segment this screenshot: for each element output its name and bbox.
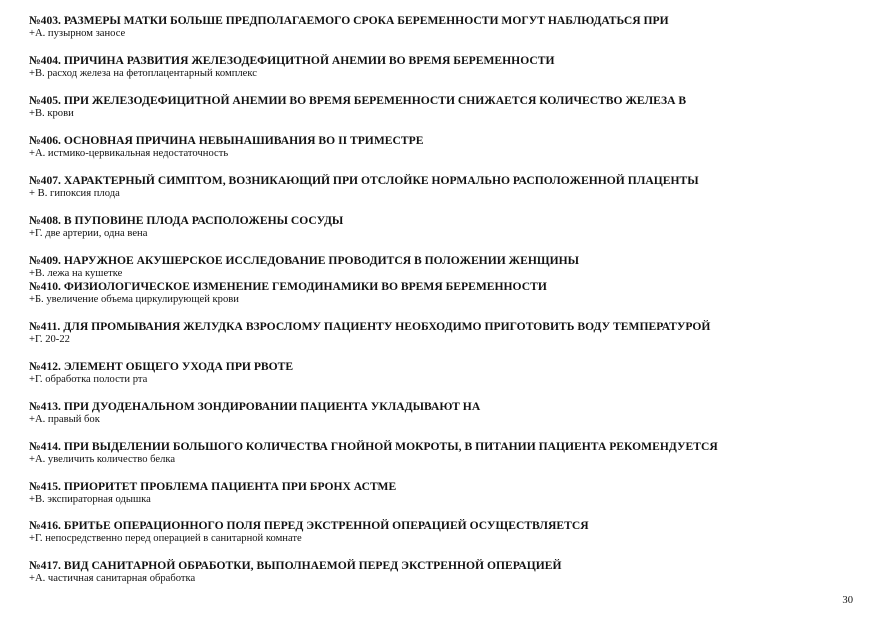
question-title: №409. НАРУЖНОЕ АКУШЕРСКОЕ ИССЛЕДОВАНИЕ ПРОВОДИТСЯ В ПОЛОЖЕНИИ ЖЕНЩИНЫ [29,254,579,267]
question-answer: +А. истмико-цервикальная недостаточность [29,148,229,159]
question-title: №413. ПРИ ДУОДЕНАЛЬНОМ ЗОНДИРОВАНИИ ПАЦИЕНТА УКЛАДЫВАЮТ НА [29,400,481,413]
question-414 [29,440,869,466]
question-title: №411. ДЛЯ ПРОМЫВАНИЯ ЖЕЛУДКА ВЗРОСЛОМУ ПАЦИЕНТУ НЕОБХОДИМО ПРИГОТОВИТЬ ВОДУ ТЕМПЕРАТУРОЙ [29,320,711,333]
question-410 [29,280,869,306]
question-answer: +А. увеличить количество белка [29,454,176,465]
question-406 [29,134,869,160]
question-title: №410. ФИЗИОЛОГИЧЕСКОЕ ИЗМЕНЕНИЕ ГЕМОДИНАМИКИ ВО ВРЕМЯ БЕРЕМЕННОСТИ [29,280,547,293]
question-407 [29,174,869,200]
question-answer: +Г. 20-22 [29,334,70,345]
question-405 [29,94,869,120]
question-answer: +А. пузырном заносе [29,28,126,39]
question-title: №412. ЭЛЕМЕНТ ОБЩЕГО УХОДА ПРИ РВОТЕ [29,360,294,373]
question-title: №404. ПРИЧИНА РАЗВИТИЯ ЖЕЛЕЗОДЕФИЦИТНОЙ АНЕМИИ ВО ВРЕМЯ БЕРЕМЕННОСТИ [29,54,555,67]
question-title: №414. ПРИ ВЫДЕЛЕНИИ БОЛЬШОГО КОЛИЧЕСТВА ГНОЙНОЙ МОКРОТЫ, В ПИТАНИИ ПАЦИЕНТА РЕКОМЕНДУЕТСЯ [29,440,718,453]
question-417 [29,559,869,585]
question-answer: +В. экспираторная одышка [29,494,151,505]
question-answer: +А. частичная санитарная обработка [29,573,196,584]
page-number: 30 [842,595,853,606]
question-answer: +Г. обработка полости рта [29,374,148,385]
question-answer: +В. лежа на кушетке [29,268,123,279]
question-408 [29,214,869,240]
question-title: №415. ПРИОРИТЕТ ПРОБЛЕМА ПАЦИЕНТА ПРИ БРОНХ АСТМЕ [29,480,397,493]
question-answer: +В. расход железа на фетоплацентарный комплекс [29,68,257,79]
question-title: №406. ОСНОВНАЯ ПРИЧИНА НЕВЫНАШИВАНИЯ ВО II ТРИМЕСТРЕ [29,134,424,147]
question-403 [29,14,869,40]
question-title: №403. РАЗМЕРЫ МАТКИ БОЛЬШЕ ПРЕДПОЛАГАЕМОГО СРОКА БЕРЕМЕННОСТИ МОГУТ НАБЛЮДАТЬСЯ ПРИ [29,14,669,27]
question-title: №417. ВИД САНИТАРНОЙ ОБРАБОТКИ, ВЫПОЛНАЕМОЙ ПЕРЕД ЭКСТРЕННОЙ ОПЕРАЦИЕЙ [29,559,562,572]
question-title: №408. В ПУПОВИНЕ ПЛОДА РАСПОЛОЖЕНЫ СОСУДЫ [29,214,344,227]
question-415 [29,480,869,506]
question-412 [29,360,869,386]
question-answer: + В. гипоксия плода [29,188,120,199]
question-409 [29,254,869,280]
question-416 [29,519,869,545]
question-answer: +Г. две артерии, одна вена [29,228,148,239]
question-title: №416. БРИТЬЕ ОПЕРАЦИОННОГО ПОЛЯ ПЕРЕД ЭКСТРЕННОЙ ОПЕРАЦИЕЙ ОСУЩЕСТВЛЯЕТСЯ [29,519,589,532]
question-411 [29,320,869,346]
question-answer: +Г. непосредственно перед операцией в санитарной комнате [29,533,302,544]
question-answer: +Б. увеличение объема циркулирующей крови [29,294,239,305]
question-title: №405. ПРИ ЖЕЛЕЗОДЕФИЦИТНОЙ АНЕМИИ ВО ВРЕМЯ БЕРЕМЕННОСТИ СНИЖАЕТСЯ КОЛИЧЕСТВО ЖЕЛЕЗА В [29,94,687,107]
question-404 [29,54,869,80]
question-answer: +В. крови [29,108,74,119]
question-answer: +А. правый бок [29,414,100,425]
question-title: №407. ХАРАКТЕРНЫЙ СИМПТОМ, ВОЗНИКАЮЩИЙ ПРИ ОТСЛОЙКЕ НОРМАЛЬНО РАСПОЛОЖЕННОЙ ПЛАЦЕНТЫ [29,174,699,187]
question-413 [29,400,869,426]
